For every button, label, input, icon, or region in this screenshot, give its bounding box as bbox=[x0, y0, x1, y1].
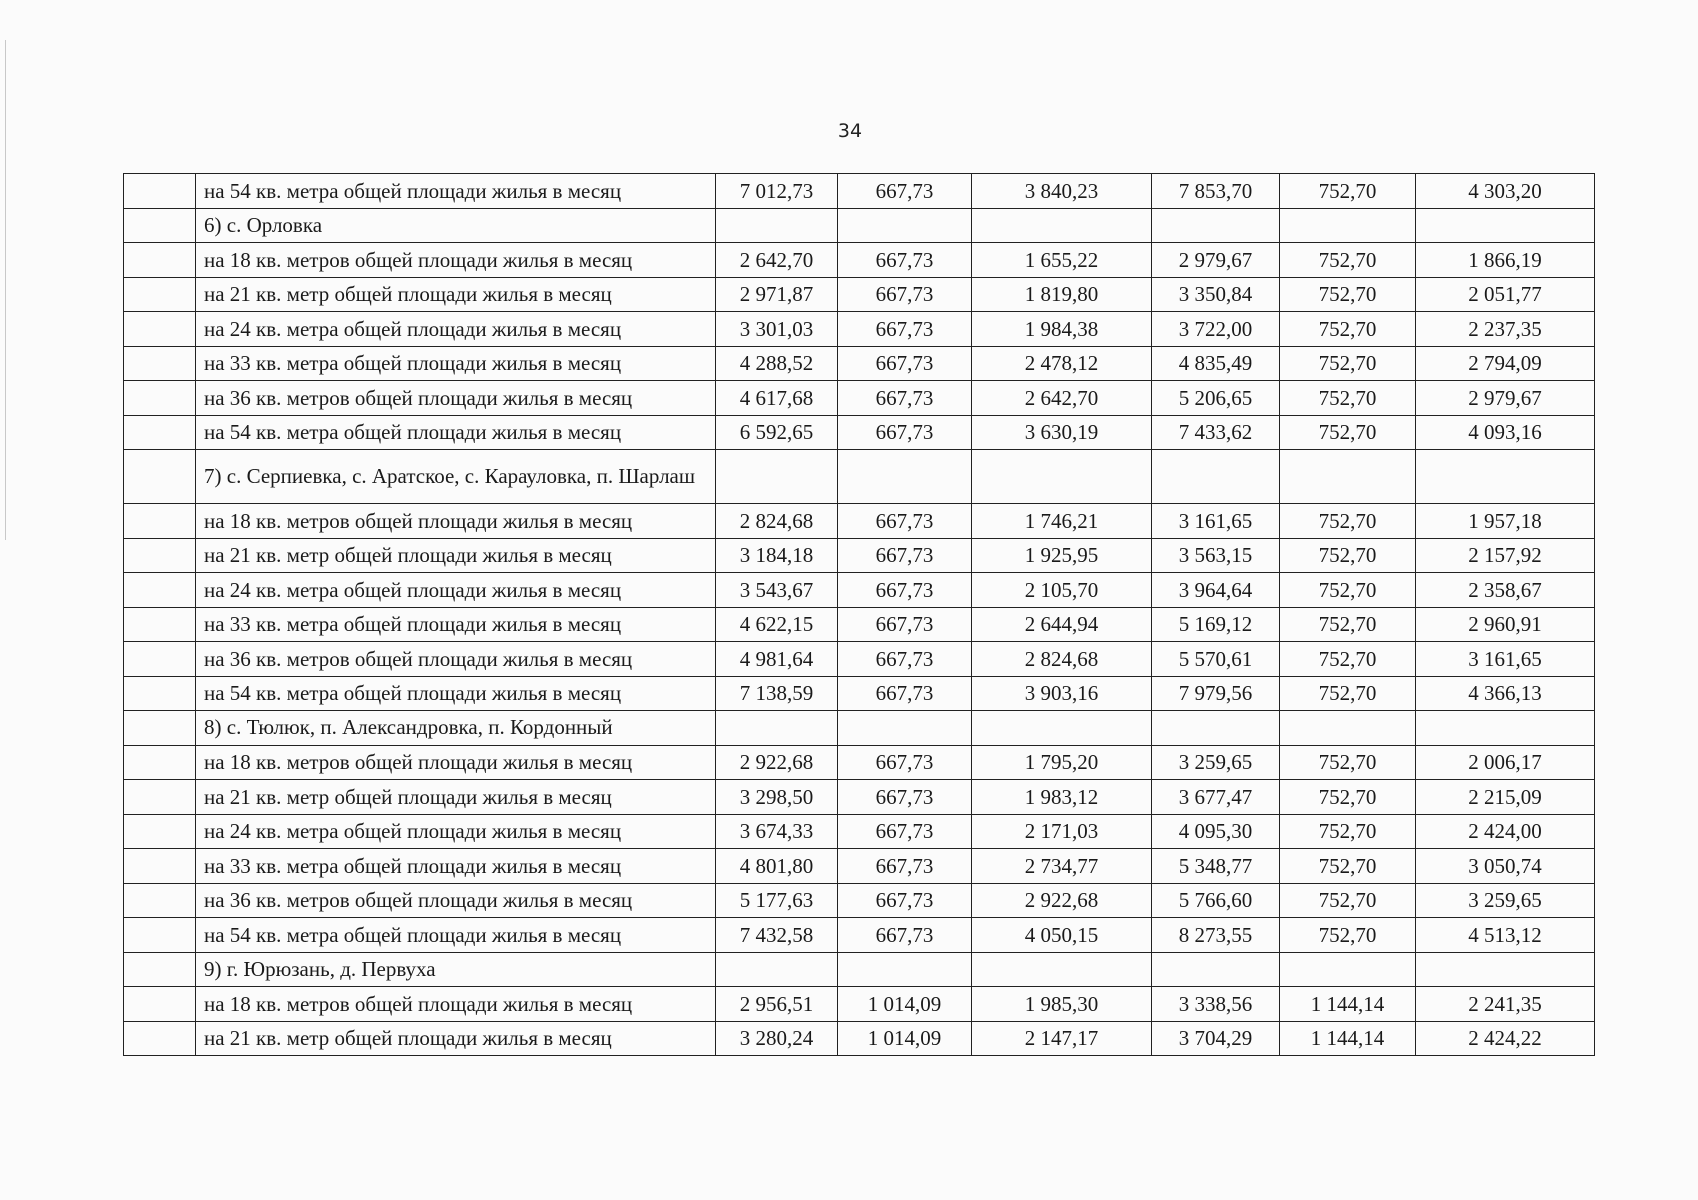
value-cell: 752,70 bbox=[1280, 918, 1416, 953]
value-cell: 1 144,14 bbox=[1280, 987, 1416, 1022]
value-cell: 667,73 bbox=[838, 346, 972, 381]
empty-cell bbox=[1416, 208, 1595, 243]
empty-cell bbox=[716, 208, 838, 243]
value-cell: 3 298,50 bbox=[716, 780, 838, 815]
empty-cell bbox=[1280, 952, 1416, 987]
value-cell: 3 338,56 bbox=[1152, 987, 1280, 1022]
value-cell: 3 050,74 bbox=[1416, 849, 1595, 884]
section-header-row bbox=[124, 952, 1595, 987]
row-number-cell bbox=[124, 312, 196, 347]
row-number-cell bbox=[124, 573, 196, 608]
area-label: на 36 кв. метров общей площади жилья в месяц bbox=[196, 883, 716, 918]
area-label: на 21 кв. метр общей площади жилья в месяц bbox=[196, 538, 716, 573]
empty-cell bbox=[972, 208, 1152, 243]
value-cell: 667,73 bbox=[838, 174, 972, 209]
value-cell: 752,70 bbox=[1280, 745, 1416, 780]
value-cell: 667,73 bbox=[838, 573, 972, 608]
row-number-cell bbox=[124, 849, 196, 884]
table-row bbox=[124, 277, 1595, 312]
area-label: на 36 кв. метров общей площади жилья в месяц bbox=[196, 642, 716, 677]
value-cell: 3 704,29 bbox=[1152, 1021, 1280, 1056]
value-cell: 752,70 bbox=[1280, 849, 1416, 884]
value-cell: 3 301,03 bbox=[716, 312, 838, 347]
empty-cell bbox=[972, 450, 1152, 504]
empty-cell bbox=[838, 711, 972, 746]
value-cell: 2 960,91 bbox=[1416, 607, 1595, 642]
value-cell: 2 922,68 bbox=[972, 883, 1152, 918]
section-header-row bbox=[124, 450, 1595, 504]
value-cell: 6 592,65 bbox=[716, 415, 838, 450]
value-cell: 2 644,94 bbox=[972, 607, 1152, 642]
value-cell: 1 795,20 bbox=[972, 745, 1152, 780]
area-label: на 18 кв. метров общей площади жилья в месяц bbox=[196, 745, 716, 780]
table-row bbox=[124, 1021, 1595, 1056]
empty-cell bbox=[1280, 450, 1416, 504]
area-label: на 54 кв. метра общей площади жилья в месяц bbox=[196, 415, 716, 450]
value-cell: 752,70 bbox=[1280, 883, 1416, 918]
value-cell: 1 014,09 bbox=[838, 1021, 972, 1056]
section-header-row bbox=[124, 208, 1595, 243]
value-cell: 2 979,67 bbox=[1152, 243, 1280, 278]
value-cell: 3 840,23 bbox=[972, 174, 1152, 209]
table-row bbox=[124, 243, 1595, 278]
area-label: на 18 кв. метров общей площади жилья в месяц bbox=[196, 504, 716, 539]
row-number-cell bbox=[124, 450, 196, 504]
value-cell: 752,70 bbox=[1280, 538, 1416, 573]
value-cell: 2 971,87 bbox=[716, 277, 838, 312]
value-cell: 2 922,68 bbox=[716, 745, 838, 780]
value-cell: 2 105,70 bbox=[972, 573, 1152, 608]
value-cell: 4 303,20 bbox=[1416, 174, 1595, 209]
area-label: на 24 кв. метра общей площади жилья в месяц bbox=[196, 814, 716, 849]
value-cell: 2 642,70 bbox=[972, 381, 1152, 416]
section-title: 8) с. Тюлюк, п. Александровка, п. Кордонный bbox=[196, 711, 716, 746]
value-cell: 1 957,18 bbox=[1416, 504, 1595, 539]
value-cell: 667,73 bbox=[838, 780, 972, 815]
empty-cell bbox=[1416, 711, 1595, 746]
table-row bbox=[124, 814, 1595, 849]
empty-cell bbox=[1152, 711, 1280, 746]
value-cell: 2 794,09 bbox=[1416, 346, 1595, 381]
value-cell: 667,73 bbox=[838, 243, 972, 278]
empty-cell bbox=[1416, 952, 1595, 987]
area-label: на 21 кв. метр общей площади жилья в месяц bbox=[196, 277, 716, 312]
value-cell: 4 095,30 bbox=[1152, 814, 1280, 849]
value-cell: 3 722,00 bbox=[1152, 312, 1280, 347]
row-number-cell bbox=[124, 642, 196, 677]
empty-cell bbox=[1152, 952, 1280, 987]
area-label: на 54 кв. метра общей площади жилья в месяц bbox=[196, 676, 716, 711]
area-label: на 54 кв. метра общей площади жилья в месяц bbox=[196, 918, 716, 953]
empty-cell bbox=[838, 952, 972, 987]
empty-cell bbox=[838, 208, 972, 243]
row-number-cell bbox=[124, 745, 196, 780]
value-cell: 3 964,64 bbox=[1152, 573, 1280, 608]
value-cell: 4 050,15 bbox=[972, 918, 1152, 953]
value-cell: 3 184,18 bbox=[716, 538, 838, 573]
value-cell: 752,70 bbox=[1280, 346, 1416, 381]
empty-cell bbox=[1280, 711, 1416, 746]
value-cell: 5 177,63 bbox=[716, 883, 838, 918]
value-cell: 5 169,12 bbox=[1152, 607, 1280, 642]
table-row bbox=[124, 573, 1595, 608]
value-cell: 752,70 bbox=[1280, 174, 1416, 209]
row-number-cell bbox=[124, 174, 196, 209]
table-row bbox=[124, 987, 1595, 1022]
empty-cell bbox=[1280, 208, 1416, 243]
row-number-cell bbox=[124, 883, 196, 918]
value-cell: 4 366,13 bbox=[1416, 676, 1595, 711]
table-row bbox=[124, 883, 1595, 918]
value-cell: 752,70 bbox=[1280, 642, 1416, 677]
row-number-cell bbox=[124, 277, 196, 312]
value-cell: 2 734,77 bbox=[972, 849, 1152, 884]
value-cell: 752,70 bbox=[1280, 814, 1416, 849]
value-cell: 2 157,92 bbox=[1416, 538, 1595, 573]
empty-cell bbox=[716, 450, 838, 504]
table-row bbox=[124, 745, 1595, 780]
value-cell: 752,70 bbox=[1280, 277, 1416, 312]
value-cell: 2 824,68 bbox=[716, 504, 838, 539]
row-number-cell bbox=[124, 381, 196, 416]
empty-cell bbox=[1152, 208, 1280, 243]
value-cell: 667,73 bbox=[838, 504, 972, 539]
value-cell: 3 903,16 bbox=[972, 676, 1152, 711]
value-cell: 667,73 bbox=[838, 538, 972, 573]
area-label: на 54 кв. метра общей площади жилья в месяц bbox=[196, 174, 716, 209]
value-cell: 1 746,21 bbox=[972, 504, 1152, 539]
row-number-cell bbox=[124, 987, 196, 1022]
value-cell: 3 161,65 bbox=[1152, 504, 1280, 539]
area-label: на 21 кв. метр общей площади жилья в месяц bbox=[196, 1021, 716, 1056]
value-cell: 667,73 bbox=[838, 415, 972, 450]
area-label: на 24 кв. метра общей площади жилья в месяц bbox=[196, 312, 716, 347]
table-row bbox=[124, 504, 1595, 539]
value-cell: 1 819,80 bbox=[972, 277, 1152, 312]
value-cell: 7 979,56 bbox=[1152, 676, 1280, 711]
value-cell: 5 766,60 bbox=[1152, 883, 1280, 918]
value-cell: 2 215,09 bbox=[1416, 780, 1595, 815]
value-cell: 4 617,68 bbox=[716, 381, 838, 416]
table-row bbox=[124, 174, 1595, 209]
table-row bbox=[124, 918, 1595, 953]
table-row bbox=[124, 676, 1595, 711]
section-header-row bbox=[124, 711, 1595, 746]
section-title: 6) с. Орловка bbox=[196, 208, 716, 243]
value-cell: 8 273,55 bbox=[1152, 918, 1280, 953]
value-cell: 667,73 bbox=[838, 607, 972, 642]
value-cell: 667,73 bbox=[838, 849, 972, 884]
value-cell: 2 237,35 bbox=[1416, 312, 1595, 347]
value-cell: 3 259,65 bbox=[1152, 745, 1280, 780]
value-cell: 667,73 bbox=[838, 312, 972, 347]
value-cell: 2 171,03 bbox=[972, 814, 1152, 849]
value-cell: 2 956,51 bbox=[716, 987, 838, 1022]
value-cell: 667,73 bbox=[838, 918, 972, 953]
value-cell: 3 630,19 bbox=[972, 415, 1152, 450]
table-row bbox=[124, 415, 1595, 450]
value-cell: 4 801,80 bbox=[716, 849, 838, 884]
value-cell: 1 985,30 bbox=[972, 987, 1152, 1022]
value-cell: 2 979,67 bbox=[1416, 381, 1595, 416]
area-label: на 33 кв. метра общей площади жилья в месяц bbox=[196, 346, 716, 381]
area-label: на 24 кв. метра общей площади жилья в месяц bbox=[196, 573, 716, 608]
area-label: на 21 кв. метр общей площади жилья в месяц bbox=[196, 780, 716, 815]
value-cell: 3 280,24 bbox=[716, 1021, 838, 1056]
value-cell: 5 206,65 bbox=[1152, 381, 1280, 416]
row-number-cell bbox=[124, 415, 196, 450]
value-cell: 1 014,09 bbox=[838, 987, 972, 1022]
row-number-cell bbox=[124, 208, 196, 243]
value-cell: 667,73 bbox=[838, 883, 972, 918]
section-title: 7) с. Серпиевка, с. Аратское, с. Карауловка, п. Шарлаш bbox=[196, 450, 716, 504]
value-cell: 667,73 bbox=[838, 676, 972, 711]
row-number-cell bbox=[124, 780, 196, 815]
value-cell: 3 674,33 bbox=[716, 814, 838, 849]
value-cell: 752,70 bbox=[1280, 573, 1416, 608]
row-number-cell bbox=[124, 538, 196, 573]
value-cell: 2 006,17 bbox=[1416, 745, 1595, 780]
page-number: 34 bbox=[837, 120, 863, 142]
value-cell: 4 093,16 bbox=[1416, 415, 1595, 450]
value-cell: 1 983,12 bbox=[972, 780, 1152, 815]
value-cell: 2 478,12 bbox=[972, 346, 1152, 381]
value-cell: 7 432,58 bbox=[716, 918, 838, 953]
row-number-cell bbox=[124, 243, 196, 278]
value-cell: 752,70 bbox=[1280, 504, 1416, 539]
row-number-cell bbox=[124, 504, 196, 539]
value-cell: 5 570,61 bbox=[1152, 642, 1280, 677]
value-cell: 1 655,22 bbox=[972, 243, 1152, 278]
value-cell: 3 259,65 bbox=[1416, 883, 1595, 918]
value-cell: 7 012,73 bbox=[716, 174, 838, 209]
value-cell: 667,73 bbox=[838, 381, 972, 416]
value-cell: 3 677,47 bbox=[1152, 780, 1280, 815]
value-cell: 7 138,59 bbox=[716, 676, 838, 711]
row-number-cell bbox=[124, 607, 196, 642]
value-cell: 4 981,64 bbox=[716, 642, 838, 677]
value-cell: 752,70 bbox=[1280, 780, 1416, 815]
row-number-cell bbox=[124, 918, 196, 953]
area-label: на 33 кв. метра общей площади жилья в месяц bbox=[196, 849, 716, 884]
empty-cell bbox=[972, 711, 1152, 746]
value-cell: 2 147,17 bbox=[972, 1021, 1152, 1056]
value-cell: 2 424,00 bbox=[1416, 814, 1595, 849]
empty-cell bbox=[838, 450, 972, 504]
value-cell: 752,70 bbox=[1280, 607, 1416, 642]
row-number-cell bbox=[124, 1021, 196, 1056]
table-row bbox=[124, 346, 1595, 381]
value-cell: 2 241,35 bbox=[1416, 987, 1595, 1022]
value-cell: 1 866,19 bbox=[1416, 243, 1595, 278]
table-row bbox=[124, 780, 1595, 815]
value-cell: 4 513,12 bbox=[1416, 918, 1595, 953]
area-label: на 18 кв. метров общей площади жилья в месяц bbox=[196, 987, 716, 1022]
value-cell: 667,73 bbox=[838, 642, 972, 677]
value-cell: 2 358,67 bbox=[1416, 573, 1595, 608]
empty-cell bbox=[1416, 450, 1595, 504]
empty-cell bbox=[972, 952, 1152, 987]
table-row bbox=[124, 607, 1595, 642]
value-cell: 3 350,84 bbox=[1152, 277, 1280, 312]
value-cell: 4 835,49 bbox=[1152, 346, 1280, 381]
value-cell: 667,73 bbox=[838, 745, 972, 780]
value-cell: 1 925,95 bbox=[972, 538, 1152, 573]
value-cell: 1 144,14 bbox=[1280, 1021, 1416, 1056]
value-cell: 2 824,68 bbox=[972, 642, 1152, 677]
value-cell: 2 051,77 bbox=[1416, 277, 1595, 312]
table-row bbox=[124, 312, 1595, 347]
value-cell: 7 853,70 bbox=[1152, 174, 1280, 209]
value-cell: 752,70 bbox=[1280, 415, 1416, 450]
area-label: на 36 кв. метров общей площади жилья в месяц bbox=[196, 381, 716, 416]
value-cell: 2 424,22 bbox=[1416, 1021, 1595, 1056]
empty-cell bbox=[1152, 450, 1280, 504]
value-cell: 3 563,15 bbox=[1152, 538, 1280, 573]
value-cell: 5 348,77 bbox=[1152, 849, 1280, 884]
value-cell: 7 433,62 bbox=[1152, 415, 1280, 450]
value-cell: 752,70 bbox=[1280, 381, 1416, 416]
table-row bbox=[124, 849, 1595, 884]
empty-cell bbox=[716, 952, 838, 987]
tariff-table-body bbox=[124, 174, 1595, 1056]
value-cell: 3 161,65 bbox=[1416, 642, 1595, 677]
value-cell: 752,70 bbox=[1280, 243, 1416, 278]
value-cell: 3 543,67 bbox=[716, 573, 838, 608]
area-label: на 33 кв. метра общей площади жилья в месяц bbox=[196, 607, 716, 642]
table-row bbox=[124, 642, 1595, 677]
value-cell: 667,73 bbox=[838, 277, 972, 312]
row-number-cell bbox=[124, 814, 196, 849]
value-cell: 1 984,38 bbox=[972, 312, 1152, 347]
tariff-table bbox=[123, 173, 1595, 1056]
value-cell: 4 622,15 bbox=[716, 607, 838, 642]
value-cell: 752,70 bbox=[1280, 312, 1416, 347]
row-number-cell bbox=[124, 711, 196, 746]
table-row bbox=[124, 538, 1595, 573]
row-number-cell bbox=[124, 346, 196, 381]
scan-margin-line bbox=[5, 40, 6, 540]
row-number-cell bbox=[124, 676, 196, 711]
section-title: 9) г. Юрюзань, д. Первуха bbox=[196, 952, 716, 987]
area-label: на 18 кв. метров общей площади жилья в месяц bbox=[196, 243, 716, 278]
value-cell: 752,70 bbox=[1280, 676, 1416, 711]
value-cell: 2 642,70 bbox=[716, 243, 838, 278]
value-cell: 667,73 bbox=[838, 814, 972, 849]
row-number-cell bbox=[124, 952, 196, 987]
value-cell: 4 288,52 bbox=[716, 346, 838, 381]
table-row bbox=[124, 381, 1595, 416]
empty-cell bbox=[716, 711, 838, 746]
